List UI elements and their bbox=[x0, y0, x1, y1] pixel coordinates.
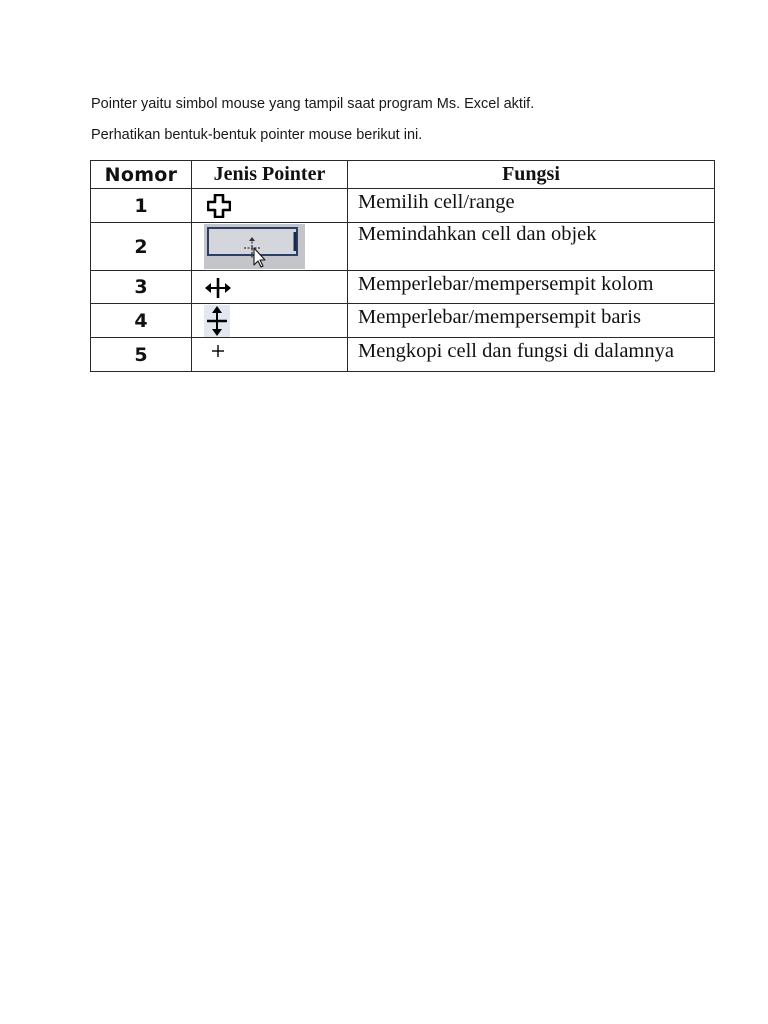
table-row bbox=[91, 189, 715, 223]
instruction-paragraph: Perhatikan bentuk-bentuk pointer mouse berikut ini. bbox=[91, 127, 423, 143]
row-number: 4 bbox=[91, 304, 192, 338]
row-resize-pointer-icon bbox=[204, 305, 230, 337]
thin-plus-pointer-icon bbox=[211, 344, 225, 358]
row-number: 3 bbox=[91, 271, 192, 304]
pointer-cell bbox=[192, 271, 348, 304]
intro-paragraph: Pointer yaitu simbol mouse yang tampil saat program Ms. Excel aktif. bbox=[91, 96, 535, 112]
table-row bbox=[91, 338, 715, 372]
row-number: 5 bbox=[91, 338, 192, 372]
thick-cross-pointer-icon bbox=[207, 194, 231, 218]
row-fungsi: Memperlebar/mempersempit kolom bbox=[348, 271, 715, 304]
row-fungsi: Mengkopi cell dan fungsi di dalamnya bbox=[348, 338, 715, 372]
pointer-cell bbox=[192, 223, 348, 271]
move-pointer-icon bbox=[204, 224, 305, 269]
pointer-cell bbox=[192, 189, 348, 223]
header-nomor: Nomor bbox=[91, 161, 192, 189]
table-header-row bbox=[91, 161, 715, 189]
header-fungsi: Fungsi bbox=[348, 161, 715, 189]
pointer-table bbox=[90, 160, 715, 372]
pointer-cell bbox=[192, 304, 348, 338]
row-fungsi: Memperlebar/mempersempit baris bbox=[348, 304, 715, 338]
table-row bbox=[91, 271, 715, 304]
row-fungsi: Memilih cell/range bbox=[348, 189, 715, 223]
table-row bbox=[91, 223, 715, 271]
row-number: 1 bbox=[91, 189, 192, 223]
pointer-cell bbox=[192, 338, 348, 372]
row-number: 2 bbox=[91, 223, 192, 271]
table-row bbox=[91, 304, 715, 338]
row-fungsi: Memindahkan cell dan objek bbox=[348, 223, 715, 271]
header-jenis-pointer: Jenis Pointer bbox=[192, 161, 348, 189]
column-resize-pointer-icon bbox=[204, 276, 232, 300]
